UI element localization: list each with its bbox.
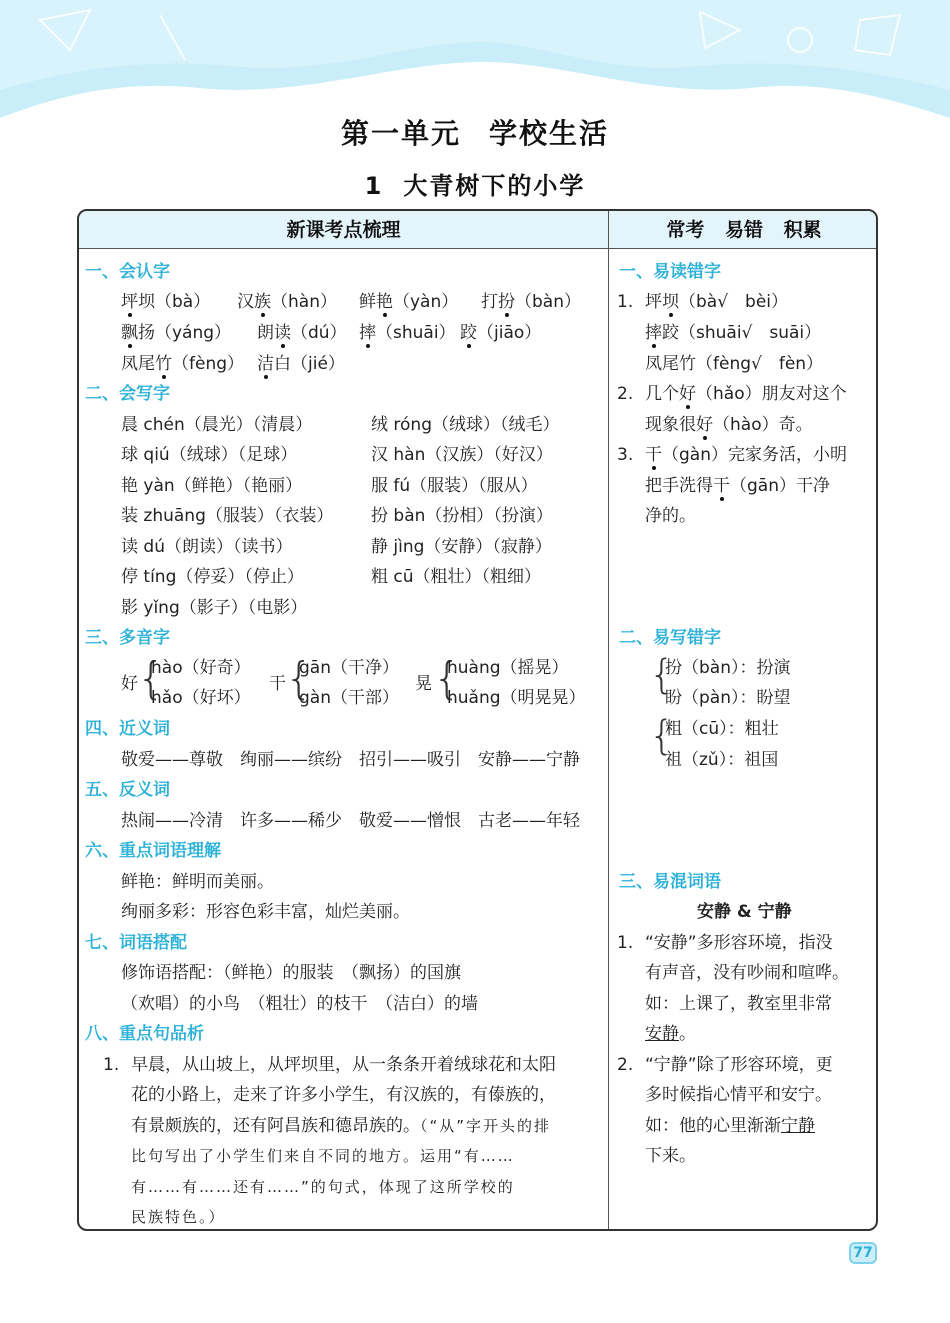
dotted-char: 洁 bbox=[257, 354, 274, 374]
section-heading: 一、会认字 bbox=[85, 262, 170, 282]
word-text: 打 bbox=[481, 292, 498, 312]
word-item bbox=[257, 322, 347, 344]
word-text: 把手洗得 bbox=[645, 476, 713, 496]
word-text: （hàn） bbox=[271, 292, 337, 312]
sentence-line: 花的小路上，走来了许多小学生，有汉族的，有傣族的， bbox=[131, 1085, 556, 1105]
dotted-char: 族 bbox=[254, 292, 271, 312]
section-heading: 三、多音字 bbox=[85, 628, 170, 648]
left-column-header: 新课考点梳理 bbox=[286, 219, 401, 241]
word-item bbox=[121, 291, 210, 313]
char-pair-item: 扮（bàn）：扮演 bbox=[665, 658, 791, 678]
word-text: 几个 bbox=[645, 384, 679, 404]
analysis-line: 有……有……还有……”的句式，体现了这所学校的 bbox=[131, 1178, 515, 1196]
explanation-line: 如：上课了，教室里非常 bbox=[645, 994, 832, 1014]
explanation-line: 多时候指心情平和安宁。 bbox=[645, 1085, 832, 1105]
item-number: 1. bbox=[617, 292, 634, 312]
section-heading: 二、易写错字 bbox=[619, 628, 721, 648]
char-item: 晨 chén（晨光）（清晨） bbox=[121, 415, 313, 435]
word-text: （bà√ bèi） bbox=[679, 292, 789, 312]
item-number: 1. bbox=[617, 933, 634, 953]
word-item bbox=[121, 353, 244, 375]
content-table bbox=[77, 209, 878, 1231]
explanation-line: 下来。 bbox=[645, 1146, 696, 1166]
section-heading: 七、词语搭配 bbox=[85, 933, 187, 953]
sentence-line bbox=[131, 1115, 551, 1137]
polyphone-reading: hǎo（好坏） bbox=[151, 688, 251, 708]
polyphone-reading: huǎng（明晃晃） bbox=[447, 688, 586, 708]
definition-line: 鲜艳：鲜明而美丽。 bbox=[121, 872, 274, 892]
word-pair-title: 安静 & 宁静 bbox=[697, 902, 792, 922]
lesson-title bbox=[0, 166, 950, 201]
polyphone-reading: gān（干净） bbox=[299, 658, 399, 678]
error-item: 净的。 bbox=[645, 506, 696, 526]
error-item bbox=[645, 475, 830, 497]
item-number: 1. bbox=[103, 1055, 120, 1075]
underlined-word: 宁静 bbox=[781, 1116, 815, 1136]
collocation-line: 修饰语搭配：（鲜艳）的服装 （飘扬）的国旗 bbox=[121, 963, 461, 983]
char-item: 粗 cū（粗壮）（粗细） bbox=[371, 567, 542, 587]
underlined-word: 安静 bbox=[645, 1024, 679, 1044]
char-item: 影 yǐng（影子）（电影） bbox=[121, 598, 308, 618]
section-heading: 六、重点词语理解 bbox=[85, 841, 221, 861]
word-text: （shuāi） bbox=[376, 323, 456, 343]
item-number: 2. bbox=[617, 1055, 634, 1075]
word-item bbox=[481, 291, 581, 313]
error-item bbox=[645, 322, 821, 344]
unit-title bbox=[0, 112, 950, 152]
item-number: 2. bbox=[617, 384, 634, 404]
dotted-char: 跤 bbox=[460, 323, 477, 343]
char-pair-item: 祖（zǔ）：祖国 bbox=[665, 750, 779, 770]
section-heading: 一、易读错字 bbox=[619, 262, 721, 282]
char-item: 艳 yàn（鲜艳）（艳丽） bbox=[121, 476, 303, 496]
brace-icon: { bbox=[433, 653, 461, 704]
section-heading: 二、会写字 bbox=[85, 384, 170, 404]
word-text: （gàn）完家务活，小明 bbox=[662, 445, 847, 465]
collocation-line: （欢唱）的小鸟 （粗壮）的枝干 （洁白）的墙 bbox=[121, 994, 478, 1014]
brace-icon: { bbox=[137, 653, 165, 704]
polyphone-char: 干 bbox=[269, 674, 286, 694]
word-text: 白（jié） bbox=[274, 354, 345, 374]
explanation-line: 有声音，没有吵闹和喧哗。 bbox=[645, 963, 849, 983]
word-text: 现象很 bbox=[645, 415, 696, 435]
sentence-line: 早晨，从山坡上，从坪坝里，从一条条开着绒球花和太阳 bbox=[131, 1055, 556, 1075]
char-pair-item: 粗（cū）：粗壮 bbox=[665, 719, 779, 739]
dotted-char: 艳 bbox=[376, 292, 393, 312]
word-text: 跤（shuāi√ suāi） bbox=[662, 323, 822, 343]
word-text: （dú） bbox=[291, 323, 347, 343]
dotted-char: 干 bbox=[713, 476, 730, 496]
word-text: 。 bbox=[679, 1024, 696, 1044]
dotted-char: 好 bbox=[696, 415, 713, 435]
word-text: （hào）奇。 bbox=[713, 415, 813, 435]
char-item: 球 qiú（绒球）（足球） bbox=[121, 445, 298, 465]
word-item bbox=[359, 322, 456, 344]
dotted-char: 摔 bbox=[645, 323, 662, 343]
analysis-line: 比句写出了小学生们来自不同的地方。运用“有…… bbox=[131, 1147, 515, 1165]
section-heading: 八、重点句品析 bbox=[85, 1024, 204, 1044]
word-text: （jiāo） bbox=[477, 323, 542, 343]
dotted-char: 飘 bbox=[121, 323, 138, 343]
explanation-line bbox=[645, 1023, 696, 1045]
word-text: （yàn） bbox=[393, 292, 459, 312]
word-item bbox=[121, 322, 231, 344]
dotted-char: 坝 bbox=[662, 292, 679, 312]
char-item: 读 dú（朗读）（读书） bbox=[121, 537, 293, 557]
unit-label: 第一单元 bbox=[340, 117, 461, 150]
word-item bbox=[237, 291, 337, 313]
word-item bbox=[460, 322, 541, 344]
explanation-line: “安静”多形容环境，指没 bbox=[645, 933, 833, 953]
word-text: （bàn） bbox=[515, 292, 581, 312]
dotted-char: 读 bbox=[274, 323, 291, 343]
char-item: 扮 bàn（扮相）（扮演） bbox=[371, 506, 553, 526]
dotted-char: 好 bbox=[679, 384, 696, 404]
error-item bbox=[645, 444, 847, 466]
word-text: 鲜 bbox=[359, 292, 376, 312]
polyphone-reading: hào（好奇） bbox=[151, 658, 251, 678]
dotted-char: 扮 bbox=[498, 292, 515, 312]
dotted-char: 坪 bbox=[121, 292, 138, 312]
sentence-text: 有景颇族的，还有阿昌族和德昂族的。 bbox=[131, 1116, 420, 1136]
word-text: 凤尾 bbox=[121, 354, 155, 374]
right-column-header: 常考 易错 积累 bbox=[666, 219, 822, 241]
word-text: 如：他的心里渐渐 bbox=[645, 1116, 781, 1136]
char-item: 绒 róng（绒球）（绒毛） bbox=[371, 415, 560, 435]
word-text: 汉 bbox=[237, 292, 254, 312]
lesson-name: 大青树下的小学 bbox=[403, 172, 586, 200]
page-number: 77 bbox=[849, 1242, 877, 1264]
word-text: 朗 bbox=[257, 323, 274, 343]
word-text: 坝（bà） bbox=[138, 292, 211, 312]
section-heading: 三、易混词语 bbox=[619, 872, 721, 892]
analysis-text: （“从”字开头的排 bbox=[420, 1117, 552, 1135]
char-item: 静 jìng（安静）（寂静） bbox=[371, 537, 552, 557]
definition-line: 绚丽多彩：形容色彩丰富，灿烂美丽。 bbox=[121, 902, 410, 922]
char-item: 服 fú（服装）（服从） bbox=[371, 476, 538, 496]
word-text: （gān）干净 bbox=[730, 476, 830, 496]
brace-icon: { bbox=[285, 653, 313, 704]
error-item bbox=[645, 291, 788, 313]
column-divider bbox=[608, 211, 609, 1229]
lesson-number: 1 bbox=[364, 172, 384, 200]
char-item: 装 zhuāng（服装）（衣装） bbox=[121, 506, 334, 526]
brace-icon: { bbox=[649, 652, 675, 698]
polyphone-char: 晃 bbox=[415, 674, 432, 694]
word-text: 坪 bbox=[645, 292, 662, 312]
synonym-list: 敬爱——尊敬 绚丽——缤纷 招引——吸引 安静——宁静 bbox=[121, 750, 580, 770]
char-pair-item: 盼（pàn）：盼望 bbox=[665, 688, 791, 708]
error-item bbox=[645, 383, 847, 405]
section-heading: 五、反义词 bbox=[85, 780, 170, 800]
explanation-line: “宁静”除了形容环境，更 bbox=[645, 1055, 833, 1075]
error-item bbox=[645, 414, 813, 436]
polyphone-char: 好 bbox=[121, 674, 138, 694]
polyphone-reading: huàng（摇晃） bbox=[447, 658, 569, 678]
antonym-list: 热闹——冷清 许多——稀少 敬爱——憎恨 古老——年轻 bbox=[121, 811, 580, 831]
dotted-char: 竹 bbox=[155, 354, 172, 374]
word-item bbox=[359, 291, 458, 313]
dotted-char: 干 bbox=[645, 445, 662, 465]
item-number: 3. bbox=[617, 445, 634, 465]
explanation-line bbox=[645, 1115, 815, 1137]
char-item: 汉 hàn（汉族）（好汉） bbox=[371, 445, 553, 465]
unit-name: 学校生活 bbox=[489, 117, 610, 150]
word-item bbox=[257, 353, 345, 375]
header-banner bbox=[0, 0, 950, 120]
brace-icon: { bbox=[649, 713, 675, 759]
error-item: 凤尾竹（fèng√ fèn） bbox=[645, 354, 824, 374]
word-text: （fèng） bbox=[172, 354, 245, 374]
dotted-char: 摔 bbox=[359, 323, 376, 343]
analysis-line: 民族特色。） bbox=[131, 1208, 226, 1226]
word-text: 扬（yáng） bbox=[138, 323, 232, 343]
section-heading: 四、近义词 bbox=[85, 719, 170, 739]
polyphone-reading: gàn（干部） bbox=[299, 688, 399, 708]
word-text: （hǎo）朋友对这个 bbox=[696, 384, 847, 404]
char-item: 停 tíng（停妥）（停止） bbox=[121, 567, 304, 587]
